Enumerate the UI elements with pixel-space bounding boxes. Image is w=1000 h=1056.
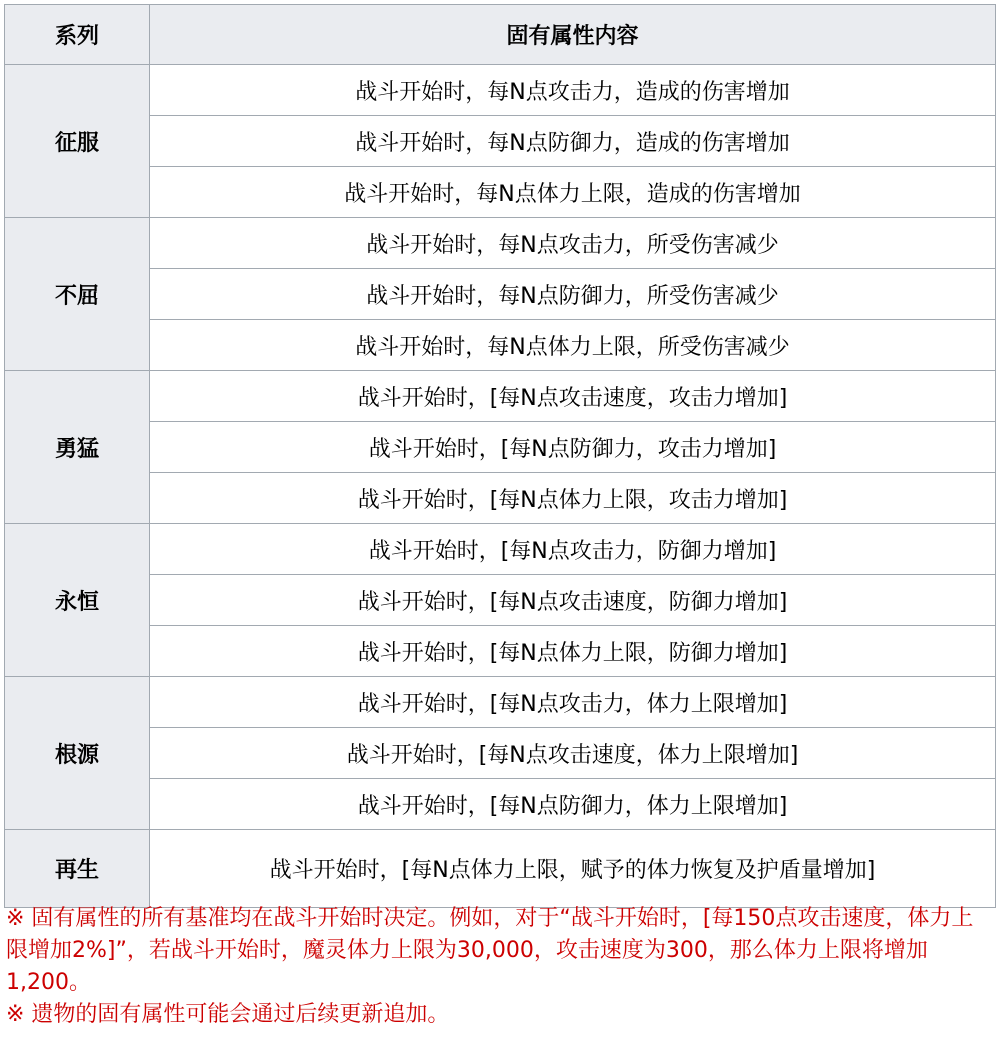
attribute-cell: 战斗开始时，[每N点防御力，体力上限增加] xyxy=(150,779,996,830)
table-row xyxy=(5,728,996,779)
table-header-row xyxy=(5,5,996,65)
attribute-cell: 战斗开始时，[每N点攻击速度，攻击力增加] xyxy=(150,371,996,422)
table-row xyxy=(5,269,996,320)
table-row xyxy=(5,677,996,728)
table-row xyxy=(5,167,996,218)
attribute-cell: 战斗开始时，每N点体力上限，所受伤害减少 xyxy=(150,320,996,371)
table-row xyxy=(5,65,996,116)
footnote-basis: ※ 固有属性的所有基准均在战斗开始时决定。例如，对于“战斗开始时，[每150点攻击速度，体力上限增加2%]”，若战斗开始时，魔灵体力上限为30,000，攻击速度为300，那么体力上限将增加1,200。 xyxy=(6,906,974,995)
table-row xyxy=(5,473,996,524)
attribute-cell: 战斗开始时，每N点攻击力，所受伤害减少 xyxy=(150,218,996,269)
table-row xyxy=(5,626,996,677)
attribute-cell: 战斗开始时，[每N点体力上限，防御力增加] xyxy=(150,626,996,677)
table-row xyxy=(5,116,996,167)
series-cell-conquest: 征服 xyxy=(5,65,150,218)
attribute-cell: 战斗开始时，[每N点体力上限，赋予的体力恢复及护盾量增加] xyxy=(150,830,996,908)
table-row xyxy=(5,830,996,908)
table-row xyxy=(5,371,996,422)
attribute-table xyxy=(4,4,996,908)
series-cell-regeneration: 再生 xyxy=(5,830,150,908)
attribute-cell: 战斗开始时，[每N点攻击速度，防御力增加] xyxy=(150,575,996,626)
table-row xyxy=(5,524,996,575)
table-row xyxy=(5,575,996,626)
series-cell-eternity: 永恒 xyxy=(5,524,150,677)
table-row xyxy=(5,218,996,269)
attribute-cell: 战斗开始时，[每N点体力上限，攻击力增加] xyxy=(150,473,996,524)
attribute-cell: 战斗开始时，每N点防御力，造成的伤害增加 xyxy=(150,116,996,167)
series-cell-origin: 根源 xyxy=(5,677,150,830)
attribute-cell: 战斗开始时，[每N点攻击速度，体力上限增加] xyxy=(150,728,996,779)
header-attribute-content: 固有属性内容 xyxy=(150,5,996,65)
attribute-cell: 战斗开始时，每N点体力上限，造成的伤害增加 xyxy=(150,167,996,218)
attribute-cell: 战斗开始时，[每N点攻击力，体力上限增加] xyxy=(150,677,996,728)
table-row xyxy=(5,422,996,473)
footnote-future-updates: ※ 遗物的固有属性可能会通过后续更新追加。 xyxy=(6,1002,450,1027)
table-row xyxy=(5,779,996,830)
footnotes xyxy=(6,903,991,1031)
series-cell-valor: 勇猛 xyxy=(5,371,150,524)
attribute-cell: 战斗开始时，[每N点防御力，攻击力增加] xyxy=(150,422,996,473)
header-series: 系列 xyxy=(5,5,150,65)
attribute-cell: 战斗开始时，每N点防御力，所受伤害减少 xyxy=(150,269,996,320)
attribute-cell: 战斗开始时，[每N点攻击力，防御力增加] xyxy=(150,524,996,575)
series-cell-indomitable: 不屈 xyxy=(5,218,150,371)
table-row xyxy=(5,320,996,371)
attribute-cell: 战斗开始时，每N点攻击力，造成的伤害增加 xyxy=(150,65,996,116)
